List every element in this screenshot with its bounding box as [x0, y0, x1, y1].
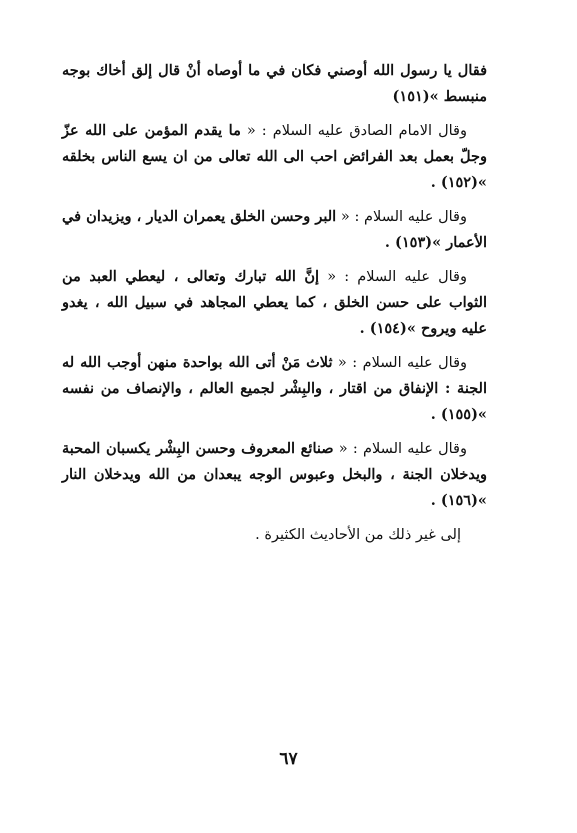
paragraph-3-lead: وقال عليه السلام : « [336, 209, 467, 225]
paragraph-4-body: إنَّ الله تبارك وتعالى ، ليعطي العبد من الثواب على حسن الخلق ، كما يعطي المجاهد في سبيل الله ، يغدو عليه ويروح »(١٥٤) . [62, 268, 487, 337]
paragraph-4-lead: وقال عليه السلام : « [319, 269, 467, 285]
paragraph-2 [62, 118, 487, 196]
paragraph-5-lead: وقال عليه السلام : « [332, 355, 467, 371]
paragraph-6 [62, 436, 487, 514]
paragraph-4 [62, 264, 487, 342]
paragraph-3-body: البر وحسن الخلق يعمران الديار ، ويزيدان في الأعمار »(١٥٣) . [62, 208, 487, 251]
closing-line: إلى غير ذلك من الأحاديث الكثيرة . [255, 527, 461, 543]
paragraph-1-body: فقال يا رسول الله أوصني فكان في ما أوصاه أنْ قال إلق أخاك بوجه منبسط »(١٥١) [62, 62, 487, 105]
paragraph-2-body: ما يقدم المؤمن على الله عزّ وجلّ بعمل بعد الفرائض احب الى الله تعالى من ان يسع الناس بخلقه »(١٥٢) . [62, 122, 487, 191]
paragraph-3 [62, 204, 487, 256]
paragraph-5-body: ثلاث مَنْ أتى الله بواحدة منهن أوجب الله له الجنة : الإنفاق من اقتار ، والبِشْر لجميع العالم ، والإنصاف من نفسه »(١٥٥) . [62, 354, 487, 423]
paragraph-6-lead: وقال عليه السلام : « [333, 441, 467, 457]
page-text [62, 58, 487, 556]
paragraph-5 [62, 350, 487, 428]
paragraph-1 [62, 58, 487, 110]
page-number: ٦٧ [279, 749, 298, 769]
paragraph-2-lead: وقال الامام الصادق عليه السلام : « [240, 123, 467, 139]
paragraph-6-body: صنائع المعروف وحسن البِشْر يكسبان المحبة ويدخلان الجنة ، والبخل وعبوس الوجه يبعدان من الله ويدخلان النار »(١٥٦) . [62, 440, 487, 509]
